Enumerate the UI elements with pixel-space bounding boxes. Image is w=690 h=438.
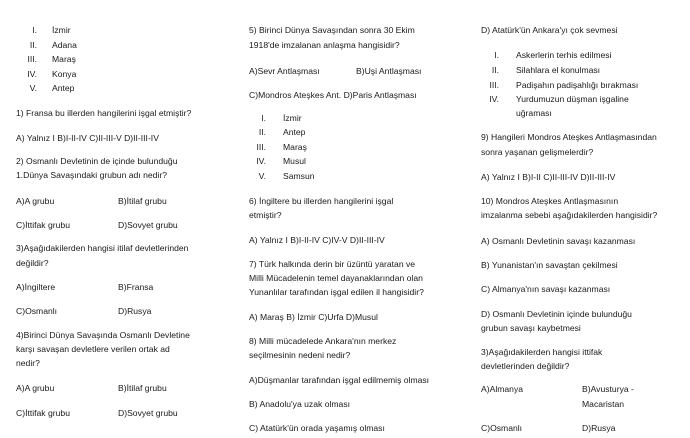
option-a: A)A grubu	[16, 383, 55, 393]
option-c-d: C)Mondros Ateşkes Ant. D)Paris Antlaşması	[249, 90, 417, 100]
list-item: Antep	[52, 83, 75, 93]
list-item: Konya	[52, 69, 77, 79]
question-6-line2: etmiştir?	[249, 210, 282, 220]
question-1-options: A) Yalnız I B)I-II-IV C)II-III-V D)II-III-IV	[16, 133, 159, 143]
question-7-line2: Milli Mücadelenin temel dayanaklarından olan	[249, 273, 423, 283]
list-item: Maraş	[52, 54, 76, 64]
list-num: IV.	[27, 69, 37, 79]
question-3-line2: değildir?	[16, 258, 49, 268]
list-item: Silahlara el konulması	[516, 65, 601, 75]
question-5: 5) Birinci Dünya Savaşından sonra 30 Ekim	[249, 25, 415, 35]
option-c: C) Atatürk'ün orada yaşamış olması	[249, 423, 385, 433]
question-7-line3: Yunanlılar tarafından işgal edilen il hangisidir?	[249, 287, 424, 297]
option-c: C) Almanya'nın savaşı kazanması	[481, 284, 611, 294]
question-3b-line2: devletlerinden değildir?	[481, 361, 570, 371]
list-item: Askerlerin terhis edilmesi	[516, 50, 612, 60]
question-9-line2: sonra yaşanan gelişmelerdir?	[481, 147, 594, 157]
option-d: D) Osmanlı Devletinin içinde bulunduğu	[481, 309, 632, 319]
option-c: C)İttifak grubu	[16, 220, 70, 230]
list-num: I.	[32, 25, 37, 35]
list-num: III.	[489, 80, 499, 90]
list-num: II.	[491, 65, 499, 75]
question-2: 2) Osmanlı Devletinin de içinde bulunduğu	[16, 156, 178, 166]
option-b: B)Uşi Antlaşması	[356, 66, 422, 76]
question-8: 8) Milli mücadelede Ankara'nın merkez	[249, 336, 397, 346]
question-4-line2: karşı savaşan devletlere verilen ortak ad	[16, 344, 170, 354]
question-7: 7) Türk halkında derin bir üzüntü yaratan ve	[249, 259, 416, 269]
option-b: B) Anadolu'ya uzak olması	[249, 399, 351, 409]
question-4: 4)Birinci Dünya Savaşında Osmanlı Devletine	[16, 330, 190, 340]
option-a: A)İngiltere	[16, 282, 56, 292]
option-b: B)İtilaf grubu	[118, 196, 167, 206]
list-item: İzmir	[283, 113, 302, 123]
question-2-line2: 1.Dünya Savaşındaki grubun adı nedir?	[16, 170, 167, 180]
option-d: D)Sovyet grubu	[118, 220, 178, 230]
option-a: A)Sevr Antlaşması	[249, 66, 320, 76]
question-5-line2: 1918'de imzalanan anlaşma hangisidir?	[249, 40, 400, 50]
list-num: V.	[29, 83, 37, 93]
option-c: C)Osmanlı	[16, 306, 58, 316]
list-item: İzmir	[52, 25, 71, 35]
question-9-options: A) Yalnız I B)I-II C)II-III-IV D)II-III-IV	[481, 172, 616, 182]
question-8-line2: seçilmesinin nedeni nedir?	[249, 350, 351, 360]
option-a: A)Düşmanlar tarafından işgal edilmemiş olması	[249, 375, 430, 385]
list-item: Padişahın padişahlığı bırakması	[516, 80, 639, 90]
list-item: Maraş	[283, 142, 307, 152]
list-item: Adana	[52, 40, 77, 50]
option-b: B)Fransa	[118, 282, 154, 292]
option-d: D)Rusya	[118, 306, 152, 316]
option-a: A)Almanya	[481, 384, 524, 394]
list-num: V.	[258, 171, 266, 181]
question-7-options: A) Maraş B) İzmir C)Urfa D)Musul	[249, 312, 378, 322]
list-num: I.	[494, 50, 499, 60]
question-3b: 3)Aşağıdakilerden hangisi ittifak	[481, 347, 603, 357]
question-4-line3: nedir?	[16, 358, 40, 368]
option-a: A) Osmanlı Devletinin savaşı kazanması	[481, 236, 636, 246]
option-b: B)İtilaf grubu	[118, 383, 167, 393]
list-num: II.	[29, 40, 37, 50]
option-c: C)İttifak grubu	[16, 408, 70, 418]
option-d: D)Sovyet grubu	[118, 408, 178, 418]
list-item: Musul	[283, 156, 306, 166]
option-c: C)Osmanlı	[481, 423, 523, 433]
list-num: III.	[256, 142, 266, 152]
list-num: II.	[258, 127, 266, 137]
question-9: 9) Hangileri Mondros Ateşkes Antlaşmasından	[481, 132, 657, 142]
list-num: IV.	[256, 156, 266, 166]
option-b: B) Yunanistan'ın savaştan çekilmesi	[481, 260, 618, 270]
option-d-line2: grubun savaşı kaybetmesi	[481, 323, 581, 333]
question-10-line2: imzalanma sebebi aşağıdakilerden hangisidir?	[481, 210, 658, 220]
question-1: 1) Fransa bu illerden hangilerini işgal etmiştir?	[16, 108, 192, 118]
list-num: I.	[261, 113, 266, 123]
list-item: Antep	[283, 127, 306, 137]
option-b: B)Avusturya -	[582, 384, 634, 394]
option-d: D)Rusya	[582, 423, 616, 433]
question-10: 10) Mondros Ateşkes Antlaşmasının	[481, 196, 619, 206]
list-num: IV.	[489, 94, 499, 104]
list-item-cont: uğraması	[516, 108, 552, 118]
list-item: Yurdumuzun düşman işgaline	[516, 94, 629, 104]
question-3: 3)Aşağıdakilerden hangisi itilaf devletlerinden	[16, 243, 189, 253]
list-item: Samsun	[283, 171, 315, 181]
question-6: 6) İngiltere bu illerden hangilerini işgal	[249, 196, 394, 206]
question-6-options: A) Yalnız I B)I-II-IV C)IV-V D)II-III-IV	[249, 235, 385, 245]
option-a: A)A grubu	[16, 196, 55, 206]
option-b-line2: Macaristan	[582, 399, 625, 409]
option-d: D) Atatürk'ün Ankara'yı çok sevmesi	[481, 25, 618, 35]
list-num: III.	[27, 54, 37, 64]
